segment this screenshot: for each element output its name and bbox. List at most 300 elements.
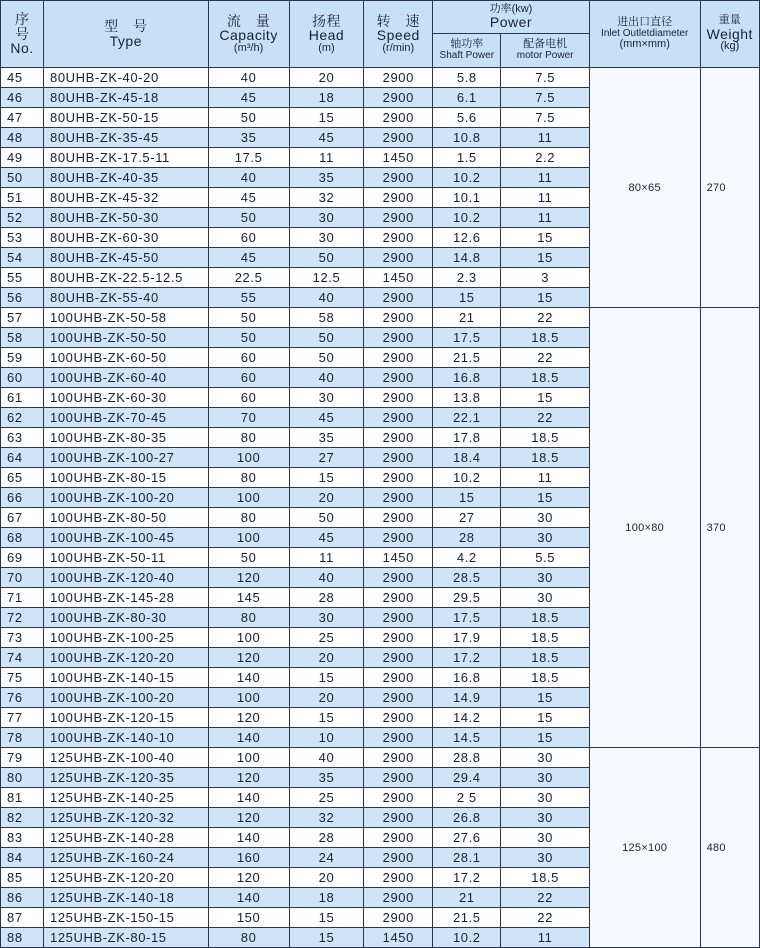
cell-motor-power: 11: [501, 168, 589, 188]
cell-capacity: 140: [208, 728, 289, 748]
cell-speed: 2900: [364, 208, 433, 228]
cell-shaft-power: 10.2: [433, 928, 501, 948]
col-shaft-en: Shaft Power: [439, 50, 495, 62]
cell-no: 71: [1, 588, 44, 608]
cell-motor-power: 2.2: [501, 148, 589, 168]
col-speed-en: Speed: [376, 27, 420, 44]
cell-type: 125UHB-ZK-140-25: [43, 788, 208, 808]
col-weight-en: Weight: [706, 25, 753, 42]
cell-motor-power: 30: [501, 848, 589, 868]
cell-speed: 2900: [364, 68, 433, 88]
cell-type: 80UHB-ZK-40-35: [43, 168, 208, 188]
cell-capacity: 50: [208, 548, 289, 568]
cell-capacity: 80: [208, 508, 289, 528]
cell-no: 73: [1, 628, 44, 648]
cell-type: 100UHB-ZK-100-20: [43, 688, 208, 708]
cell-no: 61: [1, 388, 44, 408]
cell-head: 45: [289, 128, 364, 148]
cell-type: 125UHB-ZK-120-32: [43, 808, 208, 828]
cell-no: 70: [1, 568, 44, 588]
cell-capacity: 160: [208, 848, 289, 868]
cell-head: 50: [289, 248, 364, 268]
cell-type: 100UHB-ZK-70-45: [43, 408, 208, 428]
cell-motor-power: 15: [501, 708, 589, 728]
cell-motor-power: 3: [501, 268, 589, 288]
cell-shaft-power: 14.9: [433, 688, 501, 708]
col-capacity-cn: 流 量: [226, 12, 271, 29]
cell-no: 84: [1, 848, 44, 868]
cell-type: 100UHB-ZK-60-30: [43, 388, 208, 408]
cell-shaft-power: 17.2: [433, 648, 501, 668]
cell-speed: 2900: [364, 228, 433, 248]
cell-type: 100UHB-ZK-80-35: [43, 428, 208, 448]
cell-shaft-power: 15: [433, 488, 501, 508]
cell-weight: 270: [700, 68, 759, 308]
cell-capacity: 55: [208, 288, 289, 308]
col-power-cn: 功率(kw): [489, 2, 533, 15]
cell-type: 100UHB-ZK-50-58: [43, 308, 208, 328]
col-no-cn: 序号: [14, 10, 30, 42]
col-shaft-power: [433, 34, 501, 68]
cell-capacity: 120: [208, 868, 289, 888]
cell-motor-power: 30: [501, 748, 589, 768]
cell-speed: 1450: [364, 268, 433, 288]
cell-shaft-power: 21.5: [433, 348, 501, 368]
cell-no: 55: [1, 268, 44, 288]
cell-head: 15: [289, 928, 364, 948]
col-inlet: [589, 1, 700, 68]
cell-shaft-power: 13.8: [433, 388, 501, 408]
table-row: [1, 68, 760, 88]
col-inlet-en: Inlet Outletdiameter: [601, 27, 689, 39]
cell-type: 100UHB-ZK-140-10: [43, 728, 208, 748]
col-head-unit: (m): [318, 41, 335, 54]
cell-type: 100UHB-ZK-120-40: [43, 568, 208, 588]
cell-motor-power: 15: [501, 288, 589, 308]
cell-speed: 2900: [364, 128, 433, 148]
cell-capacity: 100: [208, 488, 289, 508]
cell-speed: 2900: [364, 528, 433, 548]
cell-motor-power: 11: [501, 128, 589, 148]
cell-speed: 2900: [364, 328, 433, 348]
cell-speed: 2900: [364, 428, 433, 448]
cell-motor-power: 15: [501, 488, 589, 508]
cell-capacity: 70: [208, 408, 289, 428]
cell-shaft-power: 10.2: [433, 468, 501, 488]
cell-no: 59: [1, 348, 44, 368]
cell-no: 85: [1, 868, 44, 888]
cell-shaft-power: 28.1: [433, 848, 501, 868]
cell-head: 20: [289, 68, 364, 88]
cell-shaft-power: 2 5: [433, 788, 501, 808]
cell-no: 53: [1, 228, 44, 248]
cell-shaft-power: 27.6: [433, 828, 501, 848]
cell-shaft-power: 10.2: [433, 168, 501, 188]
col-power: [433, 1, 590, 34]
cell-capacity: 140: [208, 828, 289, 848]
cell-capacity: 80: [208, 608, 289, 628]
cell-no: 45: [1, 68, 44, 88]
cell-capacity: 45: [208, 188, 289, 208]
col-head: [289, 1, 364, 68]
cell-head: 20: [289, 868, 364, 888]
col-no-en: No.: [10, 40, 34, 57]
table-row: [1, 308, 760, 328]
col-power-en: Power: [489, 14, 533, 31]
cell-type: 100UHB-ZK-120-20: [43, 648, 208, 668]
cell-shaft-power: 17.8: [433, 428, 501, 448]
cell-no: 47: [1, 108, 44, 128]
cell-type: 100UHB-ZK-100-20: [43, 488, 208, 508]
cell-speed: 2900: [364, 708, 433, 728]
cell-type: 80UHB-ZK-55-40: [43, 288, 208, 308]
cell-motor-power: 11: [501, 928, 589, 948]
cell-shaft-power: 4.2: [433, 548, 501, 568]
cell-type: 80UHB-ZK-17.5-11: [43, 148, 208, 168]
cell-speed: 2900: [364, 348, 433, 368]
cell-type: 100UHB-ZK-60-50: [43, 348, 208, 368]
cell-motor-power: 30: [501, 588, 589, 608]
cell-no: 78: [1, 728, 44, 748]
cell-no: 52: [1, 208, 44, 228]
cell-no: 77: [1, 708, 44, 728]
cell-motor-power: 11: [501, 468, 589, 488]
cell-type: 100UHB-ZK-50-11: [43, 548, 208, 568]
cell-capacity: 40: [208, 68, 289, 88]
col-motor-cn: 配备电机: [523, 38, 568, 51]
cell-head: 40: [289, 368, 364, 388]
cell-no: 48: [1, 128, 44, 148]
cell-capacity: 150: [208, 908, 289, 928]
cell-no: 87: [1, 908, 44, 928]
cell-speed: 2900: [364, 108, 433, 128]
cell-head: 15: [289, 668, 364, 688]
cell-head: 15: [289, 108, 364, 128]
cell-head: 35: [289, 168, 364, 188]
col-no: [1, 1, 44, 68]
cell-shaft-power: 28.8: [433, 748, 501, 768]
cell-speed: 2900: [364, 868, 433, 888]
cell-motor-power: 7.5: [501, 68, 589, 88]
cell-capacity: 35: [208, 128, 289, 148]
cell-speed: 2900: [364, 248, 433, 268]
cell-motor-power: 15: [501, 228, 589, 248]
cell-head: 28: [289, 828, 364, 848]
col-capacity: [208, 1, 289, 68]
cell-shaft-power: 27: [433, 508, 501, 528]
cell-no: 57: [1, 308, 44, 328]
cell-shaft-power: 10.2: [433, 208, 501, 228]
cell-head: 50: [289, 328, 364, 348]
cell-capacity: 120: [208, 808, 289, 828]
cell-capacity: 120: [208, 768, 289, 788]
cell-head: 10: [289, 728, 364, 748]
cell-speed: 2900: [364, 608, 433, 628]
col-speed-cn: 转 速: [376, 12, 421, 29]
cell-head: 15: [289, 468, 364, 488]
col-motor-power: [501, 34, 589, 68]
cell-head: 20: [289, 648, 364, 668]
cell-type: 80UHB-ZK-22.5-12.5: [43, 268, 208, 288]
cell-head: 20: [289, 488, 364, 508]
cell-capacity: 17.5: [208, 148, 289, 168]
cell-type: 80UHB-ZK-45-50: [43, 248, 208, 268]
cell-type: 80UHB-ZK-50-30: [43, 208, 208, 228]
cell-motor-power: 15: [501, 728, 589, 748]
cell-no: 63: [1, 428, 44, 448]
cell-type: 100UHB-ZK-100-45: [43, 528, 208, 548]
cell-speed: 2900: [364, 668, 433, 688]
cell-head: 40: [289, 288, 364, 308]
cell-type: 80UHB-ZK-60-30: [43, 228, 208, 248]
cell-shaft-power: 21.5: [433, 908, 501, 928]
cell-head: 18: [289, 888, 364, 908]
cell-motor-power: 15: [501, 388, 589, 408]
cell-type: 100UHB-ZK-50-50: [43, 328, 208, 348]
cell-type: 100UHB-ZK-145-28: [43, 588, 208, 608]
cell-capacity: 80: [208, 428, 289, 448]
cell-speed: 2900: [364, 748, 433, 768]
cell-capacity: 120: [208, 568, 289, 588]
cell-no: 65: [1, 468, 44, 488]
cell-weight: 370: [700, 308, 759, 748]
cell-capacity: 22.5: [208, 268, 289, 288]
cell-speed: 2900: [364, 628, 433, 648]
cell-motor-power: 18.5: [501, 628, 589, 648]
cell-no: 60: [1, 368, 44, 388]
table-row: [1, 748, 760, 768]
cell-motor-power: 30: [501, 508, 589, 528]
cell-motor-power: 30: [501, 828, 589, 848]
cell-type: 100UHB-ZK-60-40: [43, 368, 208, 388]
cell-no: 72: [1, 608, 44, 628]
cell-type: 80UHB-ZK-45-18: [43, 88, 208, 108]
cell-type: 100UHB-ZK-120-15: [43, 708, 208, 728]
col-inlet-cn: 进出口直径: [617, 16, 673, 29]
col-type-cn: 型 号: [104, 18, 148, 35]
cell-speed: 2900: [364, 508, 433, 528]
cell-head: 30: [289, 208, 364, 228]
cell-type: 125UHB-ZK-120-35: [43, 768, 208, 788]
cell-shaft-power: 5.6: [433, 108, 501, 128]
cell-no: 79: [1, 748, 44, 768]
cell-speed: 2900: [364, 828, 433, 848]
cell-shaft-power: 21: [433, 308, 501, 328]
cell-capacity: 145: [208, 588, 289, 608]
cell-no: 68: [1, 528, 44, 548]
cell-shaft-power: 1.5: [433, 148, 501, 168]
cell-shaft-power: 14.2: [433, 708, 501, 728]
cell-shaft-power: 16.8: [433, 668, 501, 688]
cell-type: 100UHB-ZK-80-15: [43, 468, 208, 488]
cell-no: 67: [1, 508, 44, 528]
cell-capacity: 60: [208, 368, 289, 388]
cell-shaft-power: 28: [433, 528, 501, 548]
cell-capacity: 60: [208, 388, 289, 408]
cell-head: 32: [289, 808, 364, 828]
cell-no: 82: [1, 808, 44, 828]
cell-speed: 2900: [364, 688, 433, 708]
col-motor-en: motor Power: [516, 50, 574, 62]
cell-head: 20: [289, 688, 364, 708]
col-inlet-unit: (mm×mm): [619, 38, 670, 51]
cell-head: 24: [289, 848, 364, 868]
cell-no: 64: [1, 448, 44, 468]
cell-motor-power: 15: [501, 688, 589, 708]
cell-no: 69: [1, 548, 44, 568]
cell-speed: 2900: [364, 488, 433, 508]
cell-no: 86: [1, 888, 44, 908]
cell-motor-power: 22: [501, 308, 589, 328]
cell-shaft-power: 10.8: [433, 128, 501, 148]
cell-motor-power: 18.5: [501, 368, 589, 388]
cell-type: 125UHB-ZK-80-15: [43, 928, 208, 948]
cell-no: 49: [1, 148, 44, 168]
cell-head: 25: [289, 628, 364, 648]
cell-speed: 1450: [364, 928, 433, 948]
cell-speed: 2900: [364, 388, 433, 408]
cell-speed: 1450: [364, 148, 433, 168]
cell-head: 35: [289, 768, 364, 788]
cell-head: 30: [289, 388, 364, 408]
cell-capacity: 40: [208, 168, 289, 188]
cell-capacity: 100: [208, 688, 289, 708]
cell-speed: 2900: [364, 408, 433, 428]
cell-no: 51: [1, 188, 44, 208]
cell-motor-power: 18.5: [501, 668, 589, 688]
cell-capacity: 60: [208, 348, 289, 368]
cell-shaft-power: 17.9: [433, 628, 501, 648]
cell-motor-power: 30: [501, 568, 589, 588]
cell-capacity: 140: [208, 788, 289, 808]
cell-speed: 2900: [364, 788, 433, 808]
cell-no: 56: [1, 288, 44, 308]
cell-no: 80: [1, 768, 44, 788]
cell-capacity: 80: [208, 468, 289, 488]
cell-head: 45: [289, 528, 364, 548]
cell-type: 125UHB-ZK-150-15: [43, 908, 208, 928]
cell-capacity: 45: [208, 248, 289, 268]
cell-capacity: 50: [208, 208, 289, 228]
cell-shaft-power: 18.4: [433, 448, 501, 468]
cell-shaft-power: 17.5: [433, 608, 501, 628]
cell-speed: 2900: [364, 808, 433, 828]
cell-speed: 2900: [364, 468, 433, 488]
cell-speed: 2900: [364, 568, 433, 588]
cell-motor-power: 18.5: [501, 608, 589, 628]
cell-capacity: 100: [208, 628, 289, 648]
cell-head: 32: [289, 188, 364, 208]
cell-motor-power: 7.5: [501, 88, 589, 108]
cell-head: 15: [289, 708, 364, 728]
cell-shaft-power: 17.5: [433, 328, 501, 348]
col-type: [43, 1, 208, 68]
cell-motor-power: 15: [501, 248, 589, 268]
cell-speed: 2900: [364, 888, 433, 908]
cell-head: 50: [289, 508, 364, 528]
cell-head: 12.5: [289, 268, 364, 288]
cell-type: 100UHB-ZK-100-25: [43, 628, 208, 648]
cell-no: 66: [1, 488, 44, 508]
cell-shaft-power: 10.1: [433, 188, 501, 208]
cell-capacity: 50: [208, 108, 289, 128]
cell-no: 74: [1, 648, 44, 668]
cell-head: 40: [289, 568, 364, 588]
col-speed: [364, 1, 433, 68]
cell-shaft-power: 29.4: [433, 768, 501, 788]
cell-capacity: 45: [208, 88, 289, 108]
cell-no: 75: [1, 668, 44, 688]
cell-no: 76: [1, 688, 44, 708]
cell-speed: 2900: [364, 308, 433, 328]
cell-speed: 1450: [364, 548, 433, 568]
cell-type: 100UHB-ZK-100-27: [43, 448, 208, 468]
cell-type: 125UHB-ZK-160-24: [43, 848, 208, 868]
cell-no: 54: [1, 248, 44, 268]
cell-motor-power: 11: [501, 188, 589, 208]
col-capacity-unit: (m³/h): [233, 41, 264, 54]
cell-motor-power: 5.5: [501, 548, 589, 568]
cell-speed: 2900: [364, 168, 433, 188]
cell-shaft-power: 17.2: [433, 868, 501, 888]
cell-capacity: 50: [208, 328, 289, 348]
cell-shaft-power: 14.5: [433, 728, 501, 748]
cell-head: 11: [289, 548, 364, 568]
cell-speed: 2900: [364, 288, 433, 308]
cell-capacity: 100: [208, 748, 289, 768]
cell-type: 80UHB-ZK-50-15: [43, 108, 208, 128]
cell-motor-power: 22: [501, 908, 589, 928]
cell-shaft-power: 12.6: [433, 228, 501, 248]
cell-motor-power: 18.5: [501, 868, 589, 888]
cell-head: 30: [289, 228, 364, 248]
col-weight: [700, 1, 759, 68]
cell-shaft-power: 29.5: [433, 588, 501, 608]
cell-head: 50: [289, 348, 364, 368]
col-head-en: Head: [308, 27, 345, 44]
cell-capacity: 140: [208, 668, 289, 688]
col-weight-cn: 重量: [718, 14, 741, 27]
cell-type: 80UHB-ZK-35-45: [43, 128, 208, 148]
cell-head: 58: [289, 308, 364, 328]
col-head-cn: 扬程: [311, 12, 341, 29]
cell-capacity: 100: [208, 448, 289, 468]
cell-type: 100UHB-ZK-80-50: [43, 508, 208, 528]
cell-shaft-power: 2.3: [433, 268, 501, 288]
cell-motor-power: 30: [501, 768, 589, 788]
cell-shaft-power: 28.5: [433, 568, 501, 588]
cell-motor-power: 18.5: [501, 648, 589, 668]
col-type-en: Type: [109, 33, 142, 49]
cell-motor-power: 30: [501, 808, 589, 828]
cell-speed: 2900: [364, 588, 433, 608]
cell-type: 80UHB-ZK-45-32: [43, 188, 208, 208]
cell-head: 27: [289, 448, 364, 468]
cell-head: 28: [289, 588, 364, 608]
cell-weight: 480: [700, 748, 759, 948]
col-capacity-en: Capacity: [219, 27, 278, 44]
cell-speed: 2900: [364, 848, 433, 868]
col-weight-unit: (kg): [720, 40, 740, 53]
cell-motor-power: 22: [501, 888, 589, 908]
cell-capacity: 50: [208, 308, 289, 328]
cell-type: 125UHB-ZK-120-20: [43, 868, 208, 888]
cell-speed: 2900: [364, 368, 433, 388]
col-shaft-cn: 轴功率: [450, 38, 484, 51]
cell-motor-power: 7.5: [501, 108, 589, 128]
cell-head: 45: [289, 408, 364, 428]
cell-no: 88: [1, 928, 44, 948]
